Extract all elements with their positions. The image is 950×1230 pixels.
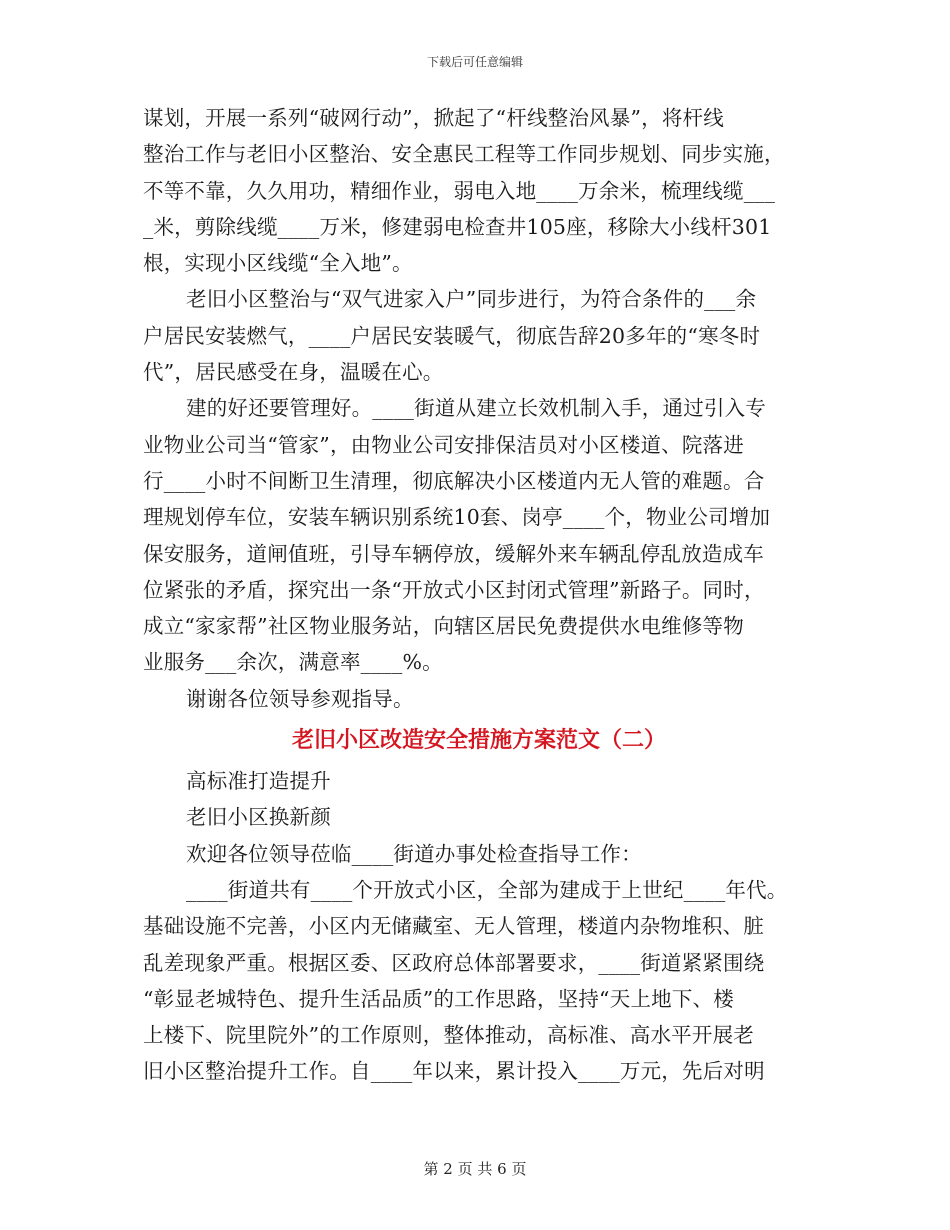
section-title: 老旧小区改造安全措施方案范文（二） xyxy=(291,728,666,754)
subtitle-line: 高标准打造提升 xyxy=(186,769,331,794)
text-line: “彰显老城特色、提升生活品质”的工作思路，坚持“天上地下、楼 xyxy=(143,986,734,1011)
document-body xyxy=(143,100,815,1090)
text-line: 建的好还要管理好。____街道从建立长效机制入手，通过引入专 xyxy=(186,396,766,421)
text-line: 整治工作与老旧小区整治、安全惠民工程等工作同步规划、同步实施， xyxy=(143,142,785,167)
text-line: 成立“家家帮”社区物业服务站，向辖区居民免费提供水电维修等物 xyxy=(143,614,744,639)
paragraph xyxy=(143,100,815,281)
paragraph xyxy=(143,390,815,680)
text-line: 根，实现小区线缆“全入地”。 xyxy=(143,251,413,276)
text-line: 上楼下、院里院外”的工作原则，整体推动，高标准、高水平开展老 xyxy=(143,1023,754,1048)
page-footer: 第 2 页 共 6 页 xyxy=(423,1160,527,1178)
text-line: 理规划停车位，安装车辆识别系统10套、岗亭____个，物业公司增加 xyxy=(143,505,771,530)
closing-line: 谢谢各位领导参观指导。 xyxy=(186,686,414,711)
text-line: 老旧小区整治与“双气进家入户”同步进行，为符合条件的___余 xyxy=(186,287,757,312)
paragraph xyxy=(143,872,815,1090)
text-line: ____街道共有____个开放式小区，全部为建成于上世纪____年代。 xyxy=(186,877,788,902)
greeting-line: 欢迎各位领导莅临____街道办事处检查指导工作： xyxy=(186,841,642,866)
text-line: 业物业公司当“管家”，由物业公司安排保洁员对小区楼道、院落进 xyxy=(143,432,744,457)
text-line: 保安服务，道闸值班，引导车辆停放，缓解外来车辆乱停乱放造成车 xyxy=(143,541,764,566)
text-line: 业服务___余次，满意率____%。 xyxy=(143,650,443,675)
text-line: 代”，居民感受在身，温暖在心。 xyxy=(143,360,444,385)
text-line: 行____小时不间断卫生清理，彻底解决小区楼道内无人管的难题。合 xyxy=(143,468,765,493)
text-line: 乱差现象严重。根据区委、区政府总体部署要求，____街道紧紧围绕 xyxy=(143,950,765,975)
page-header: 下载后可任意编辑 xyxy=(426,55,523,69)
text-line: 谋划，开展一系列“破网行动”，掀起了“杆线整治风暴”，将杆线 xyxy=(143,106,724,130)
text-line: _米，剪除线缆____万米，修建弱电检查井105座，移除大小线杆301 xyxy=(143,214,772,239)
text-line: 户居民安装燃气，____户居民安装暖气，彻底告辞20多年的“寒冬时 xyxy=(143,323,761,348)
text-line: 位紧张的矛盾，探究出一条“开放式小区封闭式管理”新路子。同时， xyxy=(143,577,765,602)
text-line: 基础设施不完善，小区内无储藏室、无人管理，楼道内杂物堆积、脏 xyxy=(143,914,764,939)
text-line: 旧小区整治提升工作。自____年以来，累计投入____万元，先后对明 xyxy=(143,1059,765,1084)
text-line: 不等不靠，久久用功，精细作业，弱电入地____万余米，梳理线缆___ xyxy=(143,178,776,203)
subtitle-line: 老旧小区换新颜 xyxy=(186,805,331,830)
paragraph xyxy=(143,281,815,390)
